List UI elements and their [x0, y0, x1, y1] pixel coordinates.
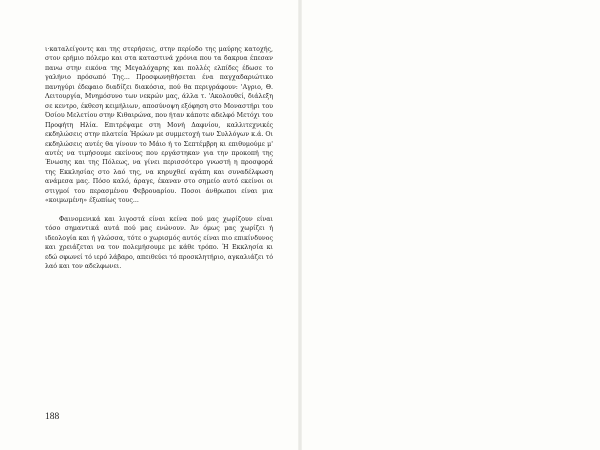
left-paragraph-1: ι·καταλείγοντς και της στερήσεις, στην περίοδο της μαύρης κατοχής, στον ερήμιο πόλεμο και στα καταστινά χρόνια που τα δακρυα έπεσαν πανω στην εικόνα της Μεγαλόχαρης και πολλές ελπίδες έδωσε το γαλήνιο πρόσωπό Της... Προσφωνηθήσεται ένα παγχαδαριώτικο πανηγύρι έδεφαιο διαδίζει διακόσια, πού θα περιγράφουν: 'Αγριο, Θ. Λειτουργία, Μνημόσυνο των νεκρών μας, άλλα τ. 'Ακολουθεί, διάλεξη σε κεντρο, έκθεση κειμήλιων, αποσύνοψη εξόφηση στο Μοναστήρι του Όσίου Μελετίου στην Κιθαιρώνα, που ήταν κάποτε αδελφό Μετόχι του Προφήτη Ηλία. Επιτρέψαμε στη Μονή Δαφνίου, καλλιτεχνικές εκδηλώσεις στην πλατεία Ήρώων με συμμετοχή των Συλλόγων κ.ά. Οι εκδηλώσεις αυτές θα γίνουν το Μάιο ή το Σεπτέμβρη κι επιθυμούμε μ' αυτές να τιμήσουμε εκείνους που εργάστηκαν για την προκοπή της Ένωσης και της Πόλεως, να γίνει περισσότερο γνωστή η προσφορά της Εκκλησίας στο λαό της, να κηρυχθεί αγάπη και συναδέλφωση ανάμεσα μας. Πόσο καλό, άραγε, έκαναν στο σημείο αυτό εκείνοι οι στιγμοί του περασμένου Φεβρουαρίου. Ποσοι άνθρωποι είναι μια «κοιμωμένη» έξωπίως τους...	[45, 46, 274, 205]
left-page-number: 188	[45, 412, 60, 422]
right-page	[300, 0, 600, 450]
left-page-text	[45, 45, 273, 271]
left-paragraph-2: Φαινομενικά και λιγοστά είναι κείνα πού μας χωρίζουν είναι τόσο σημαντικά αυτά πού μας ενώνουν. Άν όμως μας χωρίζει ή ιδεολογία και ή γλώσσα, τότε ο χωρισμός αυτός είναι πιο επικίνδυνος και χρειάζεται να τον πολεμήσουμε με κάθε τρόπο. Ή Εκκλησία κι εδώ σφωνεί τό ιερό λάβαρο, απειθεύει τό προσκλητήριο, αγκαλιάζει τό λαό και τον αδελφωνει.	[45, 215, 273, 270]
